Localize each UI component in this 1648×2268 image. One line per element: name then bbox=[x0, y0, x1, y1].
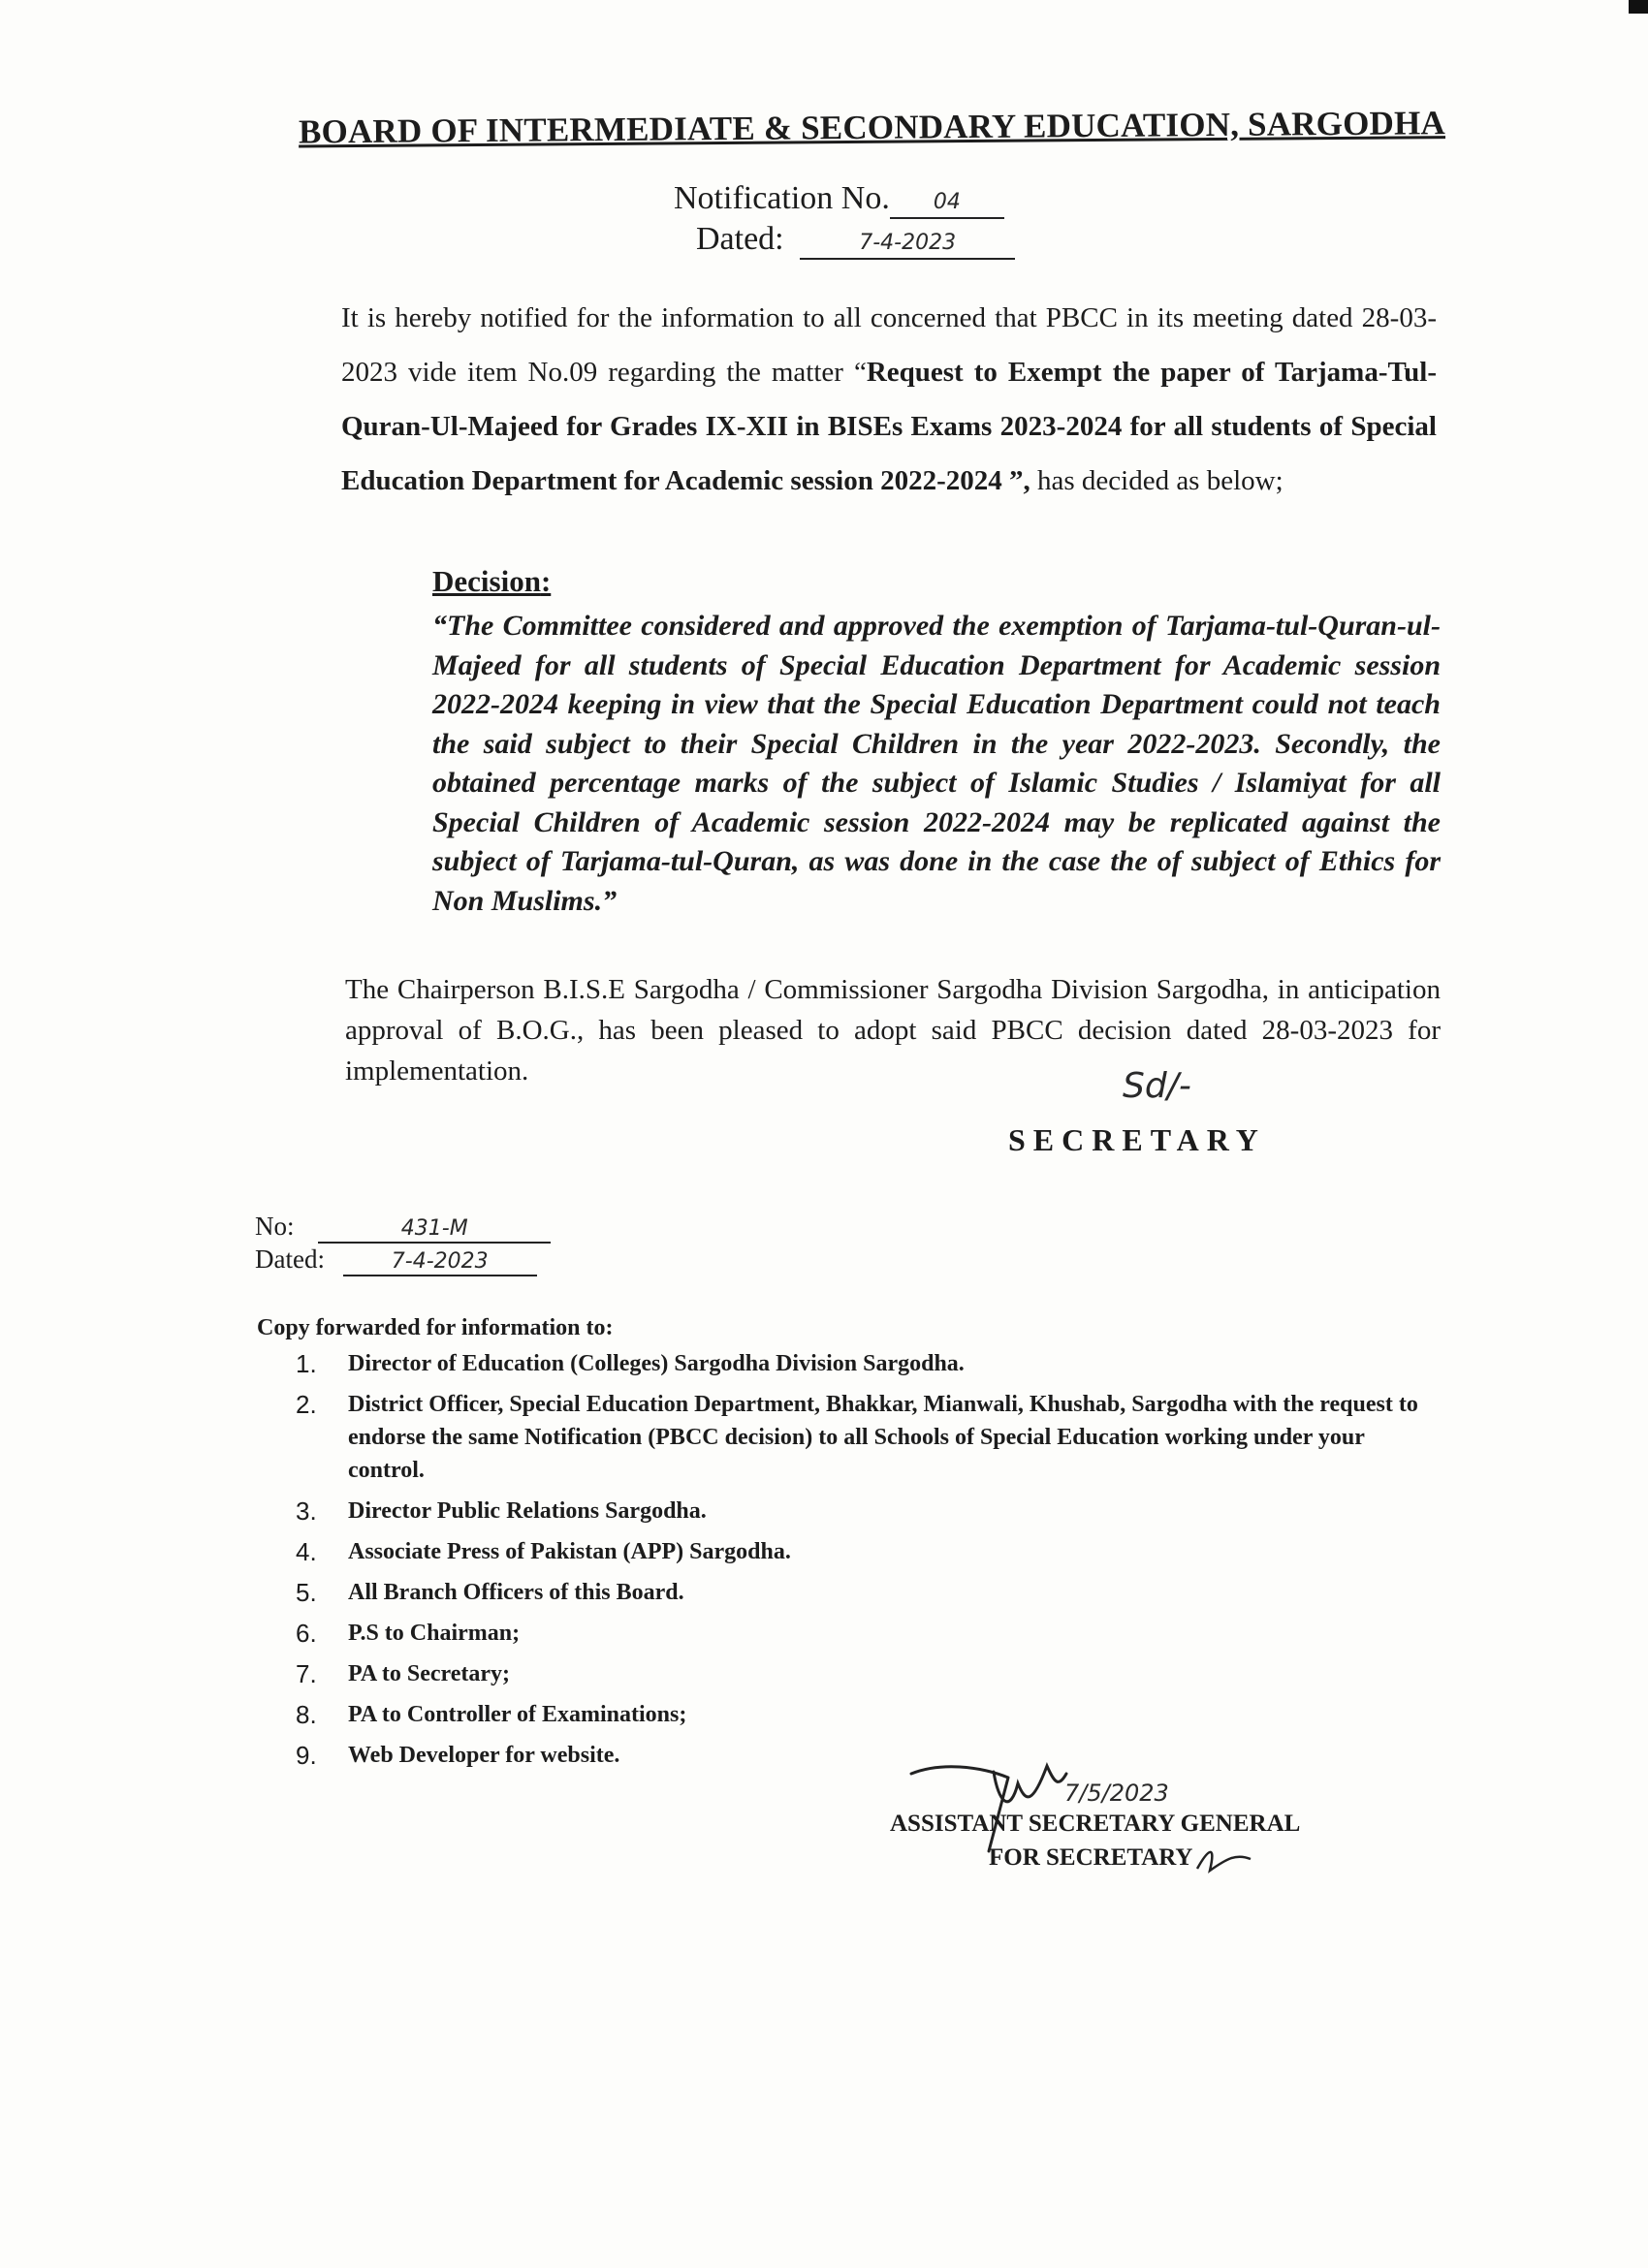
asg-title: ASSISTANT SECRETARY GENERAL bbox=[890, 1811, 1301, 1837]
list-item bbox=[296, 1657, 1459, 1690]
list-item bbox=[296, 1617, 1459, 1650]
intro-end-text: has decided as below; bbox=[1030, 465, 1284, 496]
dated-value: 7-4-2023 bbox=[859, 231, 957, 255]
list-item bbox=[296, 1698, 1459, 1731]
signature-date: 7/5/2023 bbox=[1064, 1780, 1169, 1807]
list-item bbox=[296, 1495, 1459, 1528]
decision-label: Decision: bbox=[432, 564, 552, 598]
list-item-text: Associate Press of Pakistan (APP) Sargodha. bbox=[348, 1539, 791, 1564]
list-item-text: Director Public Relations Sargodha. bbox=[348, 1498, 707, 1524]
ref-no-label: No: bbox=[255, 1212, 295, 1241]
list-item bbox=[296, 1576, 1459, 1609]
list-item-number: 6. bbox=[296, 1619, 317, 1648]
intro-text: It is hereby notified for the information to all concerned that PBCC in its meeting dated 28-03-2023 vide item No.09 regarding the matter “ bbox=[341, 302, 1437, 388]
copy-heading: Copy forwarded for information to: bbox=[257, 1315, 614, 1340]
dated-label: Dated: bbox=[696, 221, 784, 257]
list-item-number: 5. bbox=[296, 1578, 317, 1607]
list-item-text: PA to Controller of Examinations; bbox=[348, 1702, 687, 1727]
ref-no-value: 431-M bbox=[400, 1216, 468, 1241]
list-item bbox=[296, 1388, 1459, 1487]
list-item-number: 9. bbox=[296, 1741, 317, 1770]
notification-date bbox=[696, 221, 1015, 260]
scan-edge-mark bbox=[1629, 0, 1648, 14]
list-item-text: Director of Education (Colleges) Sargodha Division Sargodha. bbox=[348, 1351, 965, 1376]
list-item-number: 2. bbox=[296, 1390, 317, 1419]
list-item-text: PA to Secretary; bbox=[348, 1661, 511, 1686]
notification-number bbox=[674, 180, 1004, 219]
list-item-text: P.S to Chairman; bbox=[348, 1621, 521, 1646]
list-item-text: District Officer, Special Education Department, Bhakkar, Mianwali, Khushab, Sargodha with the request to endorse the same Notification (PBCC decision) to all Schools of Special Education working under your control. bbox=[348, 1392, 1418, 1483]
copy-list bbox=[296, 1347, 1459, 1780]
reference-date bbox=[255, 1244, 537, 1276]
list-item-text: Web Developer for website. bbox=[348, 1743, 620, 1768]
list-item-number: 3. bbox=[296, 1496, 317, 1526]
list-item-number: 4. bbox=[296, 1537, 317, 1566]
notification-label: Notification No. bbox=[674, 180, 890, 216]
list-item-number: 7. bbox=[296, 1659, 317, 1688]
closing-paragraph: The Chairperson B.I.S.E Sargodha / Commissioner Sargodha Division Sargodha, in anticipation approval of B.O.G., has been pleased to adopt said PBCC decision dated 28-03-2023 for implementation. bbox=[345, 974, 1441, 1087]
list-item bbox=[296, 1535, 1459, 1568]
ref-dated-value: 7-4-2023 bbox=[391, 1249, 489, 1274]
reference-number bbox=[255, 1212, 551, 1244]
decision-text: “The Committee considered and approved the exemption of Tarjama-tul-Quran-ul-Majeed for all students of Special Education Department for Academic session 2022-2024 keeping in view that the Special Education Department could not teach the said subject to their Special Children in the year 2022-2023. Secondly, the obtained percentage marks of the subject of Islamic Studies / Islamiyat for all Special Children of Academic session 2022-2024 may be replicated against the subject of Tarjama-tul-Quran, as was done in the case the of subject of Ethics for Non Muslims.” bbox=[432, 610, 1441, 917]
asg-for-secretary: FOR SECRETARY bbox=[989, 1844, 1193, 1871]
notification-value: 04 bbox=[933, 190, 961, 214]
list-item bbox=[296, 1347, 1459, 1380]
list-item-number: 1. bbox=[296, 1349, 317, 1378]
list-item-number: 8. bbox=[296, 1700, 317, 1729]
secretary-designation: SECRETARY bbox=[1008, 1122, 1266, 1157]
list-item-text: All Branch Officers of this Board. bbox=[348, 1580, 684, 1605]
sd-mark: Sd/- bbox=[1123, 1066, 1191, 1106]
ref-dated-label: Dated: bbox=[255, 1244, 325, 1274]
intro-paragraph bbox=[341, 291, 1437, 508]
board-heading: BOARD OF INTERMEDIATE & SECONDARY EDUCATION, SARGODHA bbox=[298, 104, 1446, 151]
subject-text: Request to Exempt the paper of Tarjama-Tul-Quran-Ul-Majeed for Grades IX-XII in BISEs Exams 2023-2024 for all students of Special Education Department for Academic session 2022-2024 ”, bbox=[341, 357, 1437, 496]
